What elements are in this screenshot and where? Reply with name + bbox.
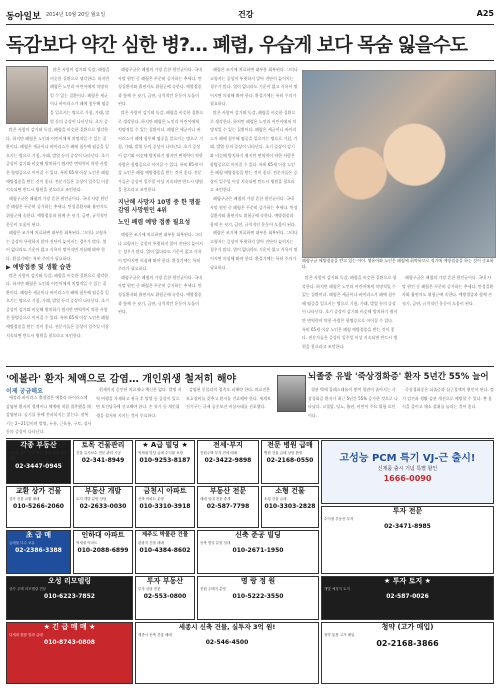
ad-title: 투자 전문 [392,507,423,515]
ad-lease[interactable] [197,440,259,484]
article2-headline: '에볼라' 환자 체액으로 감염… 개인위생 철저히 해야 [6,374,237,385]
ad-phone: 010-5266-2060 [13,503,64,511]
ad-title: 부동산 개발 [84,487,122,495]
ad-phone: 02-3422-9898 [204,457,252,465]
ad-title: 청약 (고가 매입) [381,623,434,631]
main-headline: 독감보다 약간 심한 병?… 폐렴, 우습게 보다 목숨 잃을수도 [6,34,467,56]
article1-col2: 폐렴구균은 폐렴의 가장 흔한 원인균이다. 국내 사망 원인 중 폐렴은 꾸준히 증가하는 추세다. 만성질환자와 흡연자도 위험군에 속한다. 예방접종과 함께 손 씻기, 금연, 규칙적인 운동이 도움이 된다. 많은 사람이 감기와 독감, 폐렴을 비슷한 질환으로 생각한다. 하지만 폐렴은 노인과 어린이에게 치명적일 수 있는 질환이다. 폐렴은 세균이나 바이러스가 폐에 침투해 염증을 일으키는 병으로 기침, 가래, 발열 등의 증상이 나타난다. 초기 증상이 감기와 비슷해 방치하기 쉽지만 면역력이 약한 사람은 합병증으로 이어질 수 있다. 특히 65세 이상 노인은 폐렴 예방접종을 받는 것이 좋다. 전문가들은 증상이 일주일 이상 지속되면 반드시 병원을 찾으라고 조언한다. 지난해 사망자 10명 중 한 명꼴 감염 사망원인 4위 노인 폐렴 예방 접종 필요성 폐렴은 조기에 치료하면 대부분 회복된다. 그러나 고령자는 증상이 뚜렷하지 않아 진단이 늦어지는 경우가 많다. 열이 없더라도 기운이 없고 식욕이 떨어지면 의심해 봐야 한다. 환절기에는 특히 주의가 필요하다. 폐렴구균은 폐렴의 가장 흔한 원인균이다. 국내 사망 원인 중 폐렴은 꾸준히 증가하는 추세다. 만성질환자와 흡연자도 위험군에 속한다. 예방접종과 함께 손 씻기, 금연, 규칙적인 운동이 도움이 된다. [118,67,204,315]
ad-text: 전원주택 부지 전세 매매 [200,451,238,455]
author-photo [6,66,48,124]
baby-vaccination-photo [302,70,496,258]
ad-sejong[interactable] [135,622,319,684]
ad-text: 병원 건물 급매 상담 환영 [264,451,303,455]
masthead-rule [6,24,494,25]
ad-text: 상가 건물 교환 매매 [9,497,40,501]
ad-hospital[interactable] [261,440,319,484]
ad-phone: 010-8743-0808 [44,639,95,647]
ad-title: 오성 리모델링 [47,577,91,585]
ad-title: 인하대 아파트 [81,531,125,539]
ad-title: ★ 긴 급 매 매 ★ [43,623,96,631]
issue-date: 2014년 10월 20일 월요일 [46,12,106,18]
ad-title: 교환 상가 건물 [15,487,62,495]
ad-text: 상가 주택 리모델링 전문 [9,587,47,591]
article2-col1: 에볼라 바이러스 출혈열은 에볼라 바이러스에 감염된 환자의 혈액이나 체액에 직접 접촉했을 때 감염된다. 공기를 통해 전파되지는 않는다. 잠복기는 2∼21일이며 발열, 두통, 근육통, 구토, 설사 등의 증상이 나타난다. [6,395,92,435]
ad-invest-property[interactable] [135,576,195,620]
ad-title: ★ 투자 토지 ★ [384,577,431,585]
ad-phone: 010-2088-6899 [77,547,129,555]
ad-text: 신축 아파트 분양 [138,497,164,501]
ad-title: 투자 부동산 [146,577,184,585]
article1-col1-top: 많은 사람이 감기와 독감, 폐렴을 비슷한 질환으로 생각한다. 하지만 폐렴은 노인과 어린이에게 치명적일 수 있는 질환이다. 폐렴은 세균이나 바이러스가 폐에 침투해 염증을 일으키는 병으로 기침, 가래, 발열 등의 증상이 나타난다. 초기 증 [50,67,110,124]
ad-text: 투자 상담 전문 [138,587,161,591]
ad-phone: 02-553-0800 [143,593,187,601]
photo-caption: 폐렴구균 예방접종을 받고 있는 아이. 영유아와 노인은 폐렴에 취약하므로 적기에 예방접종을 하는 것이 중요하다. [302,258,494,269]
ad-title: 제주도 박물관 건물 [141,532,189,538]
headline-rule [6,60,494,61]
ad-phone: 02-546-4500 [205,639,249,647]
expert-photo [277,375,306,412]
ad-a-building[interactable] [135,440,195,484]
article3-col2: 죽상경화증은 뇌졸중과 심근경색의 원인이 된다. 정기 검진과 생활 습관 개선으로 예방할 수 있다. 짠 음식을 줄이고 채소 섭취를 늘리는 것이 좋다. [402,387,494,410]
ad-phone: 02-2386-3388 [15,547,62,555]
ad-text: 역세권 빌딩 급매 수익률 보장 [138,451,184,455]
ad-phone: 02-2168-0550 [266,457,314,465]
ad-phone: 010-2671-1950 [232,547,284,555]
ad-phone: 010-6223-7852 [44,593,95,601]
masthead [6,8,494,22]
ad-phone: 010-3303-2828 [264,503,316,511]
ad-remodeling[interactable] [6,576,133,620]
ad-garden[interactable] [197,576,319,620]
article2-kicker: 이제 궁금해요 [6,388,43,395]
ad-apartment[interactable] [135,486,195,528]
ad-text: 개발 예정지 토지 [324,587,350,591]
ad-title: 신축 준공 빌딩 [235,531,281,539]
ad-text: 전원 주택지 분양 [200,587,226,591]
ad-text: 신축 빌딩 분양 임대 [200,541,231,545]
ad-exchange[interactable] [6,486,71,528]
article1-subhead-1: 지난해 사망자 10명 중 한 명꼴 감염 사망원인 4위 [118,198,201,214]
ad-text: 다세대 원룸 빌라 급매 [9,633,43,637]
ad-title: 소형 건물 [275,487,305,495]
section-rule [6,366,494,367]
ad-small-building[interactable] [261,486,319,528]
article3-headline: 뇌졸중 유발 '죽상경화증' 환자 5년간 55% 늘어 [308,372,489,382]
article1-col3: 폐렴은 조기에 치료하면 대부분 회복된다. 그러나 고령자는 증상이 뚜렷하지 않아 진단이 늦어지는 경우가 많다. 열이 없더라도 기운이 없고 식욕이 떨어지면 의심해 봐야 한다. 환절기에는 특히 주의가 필요하다. 많은 사람이 감기와 독감, 폐렴을 비슷한 질환으로 생각한다. 하지만 폐렴은 노인과 어린이에게 치명적일 수 있는 질환이다. 폐렴은 세균이나 바이러스가 폐에 침투해 염증을 일으키는 병으로 기침, 가래, 발열 등의 증상이 나타난다. 초기 증상이 감기와 비슷해 방치하기 쉽지만 면역력이 약한 사람은 합병증으로 이어질 수 있다. 특히 65세 이상 노인은 폐렴 예방접종을 받는 것이 좋다. 전문가들은 증상이 일주일 이상 지속되면 반드시 병원을 찾으라고 조언한다. 폐렴구균은 폐렴의 가장 흔한 원인균이다. 국내 사망 원인 중 폐렴은 꾸준히 증가하는 추세다. 만성질환자와 흡연자도 위험군에 속한다. 예방접종과 함께 손 씻기, 금연, 규칙적인 운동이 도움이 된다. 폐렴은 조기에 치료하면 대부분 회복된다. 그러나 고령자는 증상이 뚜렷하지 않아 진단이 늦어지는 경우가 많다. 열이 없더라도 기운이 없고 식욕이 떨어지면 의심해 봐야 한다. 환절기에는 특히 주의가 필요하다. [210,67,298,270]
ad-title: 고성능 PCM 특기 VJ-근 출시! [339,453,476,464]
ad-text: 관광지 건물 매매 [138,541,164,545]
article1-col4: 많은 사람이 감기와 독감, 폐렴을 비슷한 질환으로 생각한다. 하지만 폐렴은 노인과 어린이에게 치명적일 수 있는 질환이다. 폐렴은 세균이나 바이러스가 폐에 침투해 염증을 일으키는 병으로 기침, 가래, 발열 등의 증상이 나타난다. 초기 증상이 감기와 비슷해 방치하기 쉽지만 면역력이 약한 사람은 합병증으로 이어질 수 있다. 특히 65세 이상 노인은 폐렴 예방접종을 받는 것이 좋다. 전문가들은 증상이 일주일 이상 지속되면 반드시 병원을 찾으라고 조언한다. [302,275,398,349]
ad-subscription[interactable] [321,622,494,684]
ad-phone: 010-4384-8602 [139,547,191,555]
ad-pcm[interactable] [321,440,494,504]
ad-urgent-sale[interactable] [6,530,71,574]
article2-col2: 현재까지 승인된 치료제나 백신은 없다. 발병 지역 여행을 자제하고 귀국 후 발열 등 증상이 있으면 보건당국에 신고해야 한다. 손 씻기 등 개인위생을 철저히 지키는 것이 중요하다. [96,387,182,418]
ad-text: 아파트 상가 빌딩 토지 매매 임대 전문 상담 [9,451,67,461]
ad-phone: 02-587-0026 [386,593,429,601]
newspaper-logo: 동아일보 [6,12,41,22]
ad-text: 청약 통장 고가 매입 [324,633,355,637]
ad-text: 토지 개발 분양 상담 [76,497,107,501]
ad-phone: 010-3310-3918 [139,503,191,511]
ad-title: 초 급 매 [25,531,52,539]
page-number: A25 [476,9,494,18]
ad-development[interactable] [73,486,133,528]
ad-phone: 02-2168-3866 [376,639,439,649]
ad-title: 각종 부동산 [20,441,57,449]
ad-text: 수익형 부동산 투자 [324,517,354,521]
ad-text: 소형 건물 급매 [264,497,287,501]
ad-building-mgmt[interactable] [73,440,133,484]
classified-ads [6,440,494,685]
article3-col1: 혈관 벽에 콜레스테롤이 쌓여 혈관이 좁아지는 죽상경화증 환자가 최근 5년간 55% 증가한 것으로 나타났다. 고혈압, 당뇨, 흡연, 비만이 주요 위험 요인이다. [308,387,398,418]
article1-col1: 많은 사람이 감기와 독감, 폐렴을 비슷한 질환으로 생각한다. 하지만 폐렴은 노인과 어린이에게 치명적일 수 있는 질환이다. 폐렴은 세균이나 바이러스가 폐에 침투해 염증을 일으키는 병으로 기침, 가래, 발열 등의 증상이 나타난다. 초기 증상이 감기와 비슷해 방치하기 쉽지만 면역력이 약한 사람은 합병증으로 이어질 수 있다. 특히 65세 이상 노인은 폐렴 예방접종을 받는 것이 좋다. 전문가들은 증상이 일주일 이상 지속되면 반드시 병원을 찾으라고 조언한다. 폐렴구균은 폐렴의 가장 흔한 원인균이다. 국내 사망 원인 중 폐렴은 꾸준히 증가하는 추세다. 만성질환자와 흡연자도 위험군에 속한다. 예방접종과 함께 손 씻기, 금연, 규칙적인 운동이 도움이 된다. 폐렴은 조기에 치료하면 대부분 회복된다. 그러나 고령자는 증상이 뚜렷하지 않아 진단이 늦어지는 경우가 많다. 열이 없더라도 기운이 없고 식욕이 떨어지면 의심해 봐야 한다. 환절기에는 특히 주의가 필요하다. ▶ 예방접종 및 생활 습관 많은 사람이 감기와 독감, 폐렴을 비슷한 질환으로 생각한다. 하지만 폐렴은 노인과 어린이에게 치명적일 수 있는 질환이다. 폐렴은 세균이나 바이러스가 폐에 침투해 염증을 일으키는 병으로 기침, 가래, 발열 등의 증상이 나타난다. 초기 증상이 감기와 비슷해 방치하기 쉽지만 면역력이 약한 사람은 합병증으로 이어질 수 있다. 특히 65세 이상 노인은 폐렴 예방접종을 받는 것이 좋다. 전문가들은 증상이 일주일 이상 지속되면 반드시 병원을 찾으라고 조언한다. [6,127,109,338]
ad-phone: 02-3471-8985 [384,523,431,531]
article1-col5: 폐렴구균은 폐렴의 가장 흔한 원인균이다. 국내 사망 원인 중 폐렴은 꾸준히 증가하는 추세다. 만성질환자와 흡연자도 위험군에 속한다. 예방접종과 함께 손 씻기, 금연, 규칙적인 운동이 도움이 된다. [402,275,494,306]
ad-investment[interactable] [321,506,494,574]
section-name: 건강 [238,10,254,19]
article2-col3: 감염된 동물과의 접촉도 피해야 한다. 의료진은 보호장비를 갖추고 환자를 진료해야 한다. 세계보건기구는 국제 공중보건 비상사태를 선포했다. [186,387,271,410]
ad-title: 전문 병원 급매 [267,441,313,449]
ad-text: 건물 유지보수 전문 관리 시공 [76,451,122,455]
ad-phone: 1666-0090 [383,474,432,483]
ad-phone: 02-3447-0945 [15,462,62,470]
ad-title: 부동산 전문 [209,487,247,495]
ad-inha-apartment[interactable] [73,530,133,574]
ad-jeju-museum[interactable] [135,530,195,574]
ad-phone: 02-2633-0030 [79,503,127,511]
article1-subhead-2: 노인 폐렴 예방 접종 필요성 [118,218,191,226]
ad-phone: 010-9253-8187 [139,457,191,465]
article1-subhead-3: ▶ 예방접종 및 생활 습관 [6,263,72,271]
ad-title: ★ A급 빌딩 ★ [142,441,188,449]
ad-title: 전세·부지 [213,441,243,449]
ad-title: 세종시 신축 건물, 실투자 3억 원! [178,623,276,631]
ad-title: 금천시 아파트 [143,487,187,495]
ad-phone: 02-587-7798 [206,503,250,511]
ad-text: 신제품 출시 기념 특별 할인 [377,466,438,472]
ads-rule [6,438,494,439]
ad-phone: 010-5222-3550 [232,593,284,601]
ad-text: 급매물 다수 보유 [9,541,35,545]
ad-title: 명 랑 정 원 [240,577,276,585]
ad-agency[interactable] [197,486,259,528]
ad-text: 매매 임대 전문 중개 [200,497,231,501]
ad-text: 역세권 아파트 [76,541,98,545]
ad-emergency-sale[interactable] [6,622,133,684]
ad-text: 세종시 신축 건물 매매 [138,633,172,637]
ad-real-estate[interactable] [6,440,71,484]
ad-new-building[interactable] [197,530,319,574]
ad-phone: 02-341-8949 [81,457,125,465]
ad-land[interactable] [321,576,494,620]
ad-title: 토목 건물관리 [81,441,125,449]
